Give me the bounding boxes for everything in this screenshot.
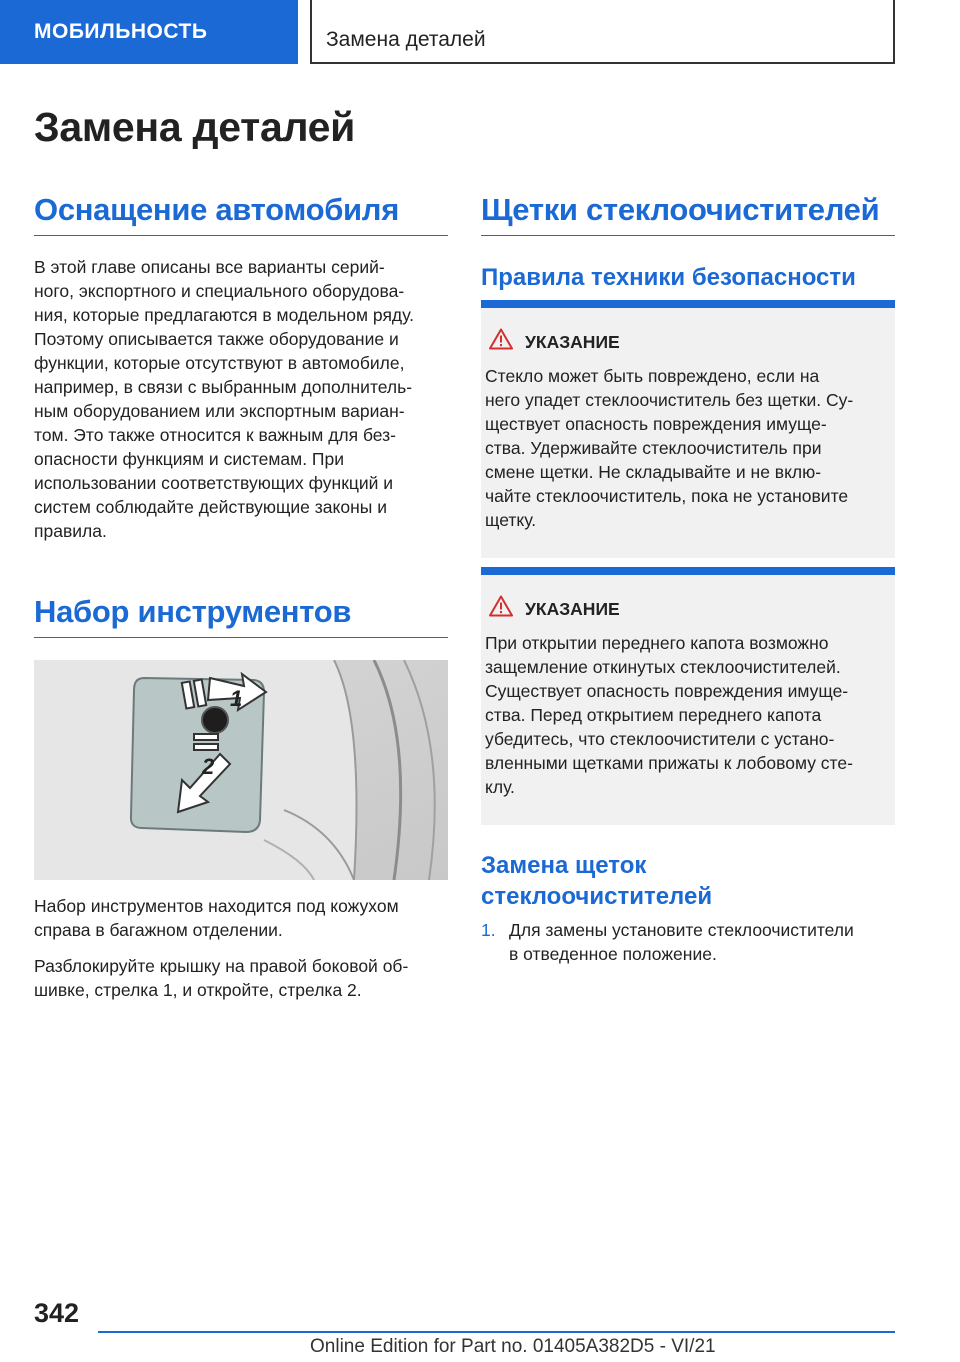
toolkit-figure: [34, 660, 448, 880]
page-title: Замена деталей: [34, 104, 356, 150]
figure-label-2: 2: [202, 754, 215, 779]
equipment-heading: Оснащение автомобиля: [34, 192, 448, 236]
warning-icon: [489, 328, 513, 350]
footer-divider: [98, 1331, 895, 1333]
footer-edition: Online Edition for Part no. 01405A382D5 - VI/21: [310, 1336, 716, 1357]
header-breadcrumb: Замена деталей: [326, 28, 486, 51]
note-title: УКАЗАНИЕ: [525, 599, 620, 619]
warning-icon: [489, 595, 513, 617]
toolkit-text-2: Разблокируйте крышку на правой боковой об- шивке, стрелка 1, и откройте, стрелка 2.: [34, 956, 409, 1000]
page-number: 342: [34, 1298, 80, 1328]
safety-heading: Правила техники безопасности: [481, 264, 856, 291]
toolkit-text-1: Набор инструментов находится под кожухом справа в багажном отделении.: [34, 896, 399, 940]
note-box: [481, 567, 895, 825]
step-number: 1.: [481, 920, 496, 940]
note-text: Стекло может быть повреждено, если на него упадет стеклоочиститель без щетки. Су- ществует опасность повреждения имуще- ства. Удерживайте стеклоочиститель при смене щетки. Не складывайте и не вклю- чайте стеклоочиститель, пока не установите щетку.: [485, 366, 854, 530]
header-section-tab: МОБИЛЬНОСТЬ: [0, 0, 298, 64]
note-box: [481, 300, 895, 558]
figure-label-1: 1: [230, 686, 243, 711]
note-title: УКАЗАНИЕ: [525, 332, 620, 352]
wipers-heading: Щетки стеклоочистителей: [481, 192, 895, 236]
replace-heading: Замена щеток стеклоочистителей: [481, 852, 713, 910]
note-text: При открытии переднего капота возможно защемление откинутых стеклоочистителей. Существует опасность повреждения имуще- ства. Перед открытием переднего капота убедитесь, что стеклоочистители с устано- вленными щетками прижаты к лобовому сте- клу.: [485, 633, 853, 797]
trunk-illustration: [34, 660, 448, 880]
step-text: Для замены установите стеклоочистители в отведенное положение.: [509, 920, 854, 964]
equipment-text: В этой главе описаны все варианты серий- ного, экспортного и специального оборудова- ния, которые предлагаются в модельном ряду. Поэтому описывается также оборудование и функции, которые отсутствуют в автомобиле, например, в связи с выбранным дополнитель- ным оборудованием или экспортным вариан- том. Это также относится к важным для без- опасности функциям и системам. При использовании соответствующих функций и систем соблюдайте действующие законы и правила.: [34, 257, 414, 541]
toolkit-heading: Набор инструментов: [34, 594, 448, 638]
